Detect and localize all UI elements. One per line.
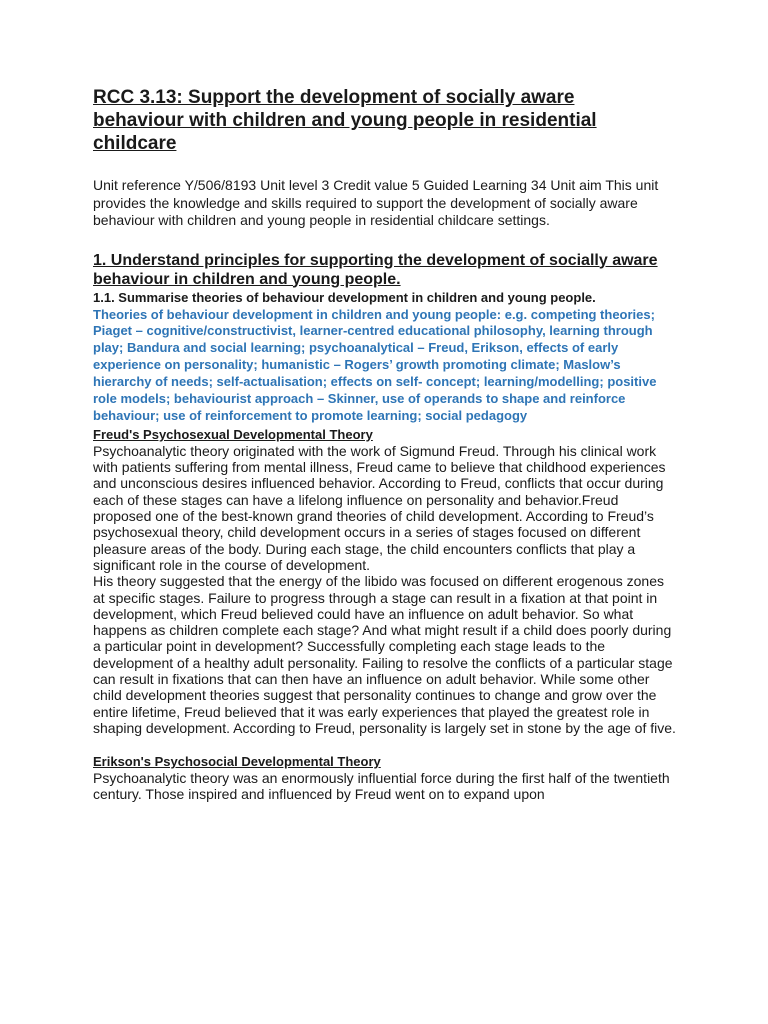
theories-range-text: Theories of behaviour development in children and young people: e.g. competing theories; Piaget – cognitive/constructivist, learner-centred educational philosophy, learning through play; Bandura and social learning; psychoanalytical – Freud, Erikson, effects of early experience on personality; humanistic – Rogers’ growth promoting climate; Maslow’s hierarchy of needs; self-actualisation; effects on self- concept; learning/modelling; positive role models; behaviourist approach – Skinner, use of operands to shape and reinforce behaviour; use of reinforcement to promote learning; social pedagogy [93,306,657,423]
freud-paragraph-1: Psychoanalytic theory originated with the work of Sigmund Freud. Through his clinical work with patients suffering from mental illness, Freud came to believe that childhood experiences and unconscious desires influenced behavior. According to Freud, conflicts that occur during each of these stages can have a lifelong influence on personality and behavior.Freud proposed one of the best-known grand theories of child development. According to Freud’s psychosexual theory, child development occurs in a series of stages focused on different pleasure areas of the body. During each stage, the child encounters conflicts that play a significant role in the course of development. [93,442,666,573]
unit-intro-paragraph: Unit reference Y/506/8193 Unit level 3 Credit value 5 Guided Learning 34 Unit aim This unit provides the knowledge and skills required to support the development of socially aware behaviour with children and young people in residential childcare settings. [93,177,659,228]
erikson-paragraph-1: Psychoanalytic theory was an enormously influential force during the first half of the twentieth century. Those inspired and influenced by Freud went on to expand upon [93,770,670,803]
document-page [93,86,693,803]
paragraph-spacer [93,736,693,752]
freud-theory-heading: Freud's Psychosexual Developmental Theory [93,426,373,442]
subsection-1-1-heading: 1.1. Summarise theories of behaviour development in children and young people. [93,289,596,305]
freud-paragraph-2: His theory suggested that the energy of the libido was focused on different erogenous zones at specific stages. Failure to progress through a stage can result in a fixation at that point in development, which Freud believed could have an influence on adult behavior. So what happens as children complete each stage? And what might result if a child does poorly during a particular point in development? Successfully completing each stage leads to the development of a healthy adult personality. Failing to resolve the conflicts of a particular stage can result in fixations that can then have an influence on adult behavior. While some other child development theories suggest that personality continues to change and grow over the entire lifetime, Freud believed that it was early experiences that played the greatest role in shaping development. According to Freud, personality is largely set in stone by the age of five. [93,573,676,736]
document-title: RCC 3.13: Support the development of socially aware behaviour with children and young people in residential childcare [93,87,597,154]
erikson-theory-heading: Erikson's Psychosocial Developmental Theory [93,754,381,770]
section-1-heading: 1. Understand principles for supporting the development of socially aware behaviour in children and young people. [93,251,658,288]
